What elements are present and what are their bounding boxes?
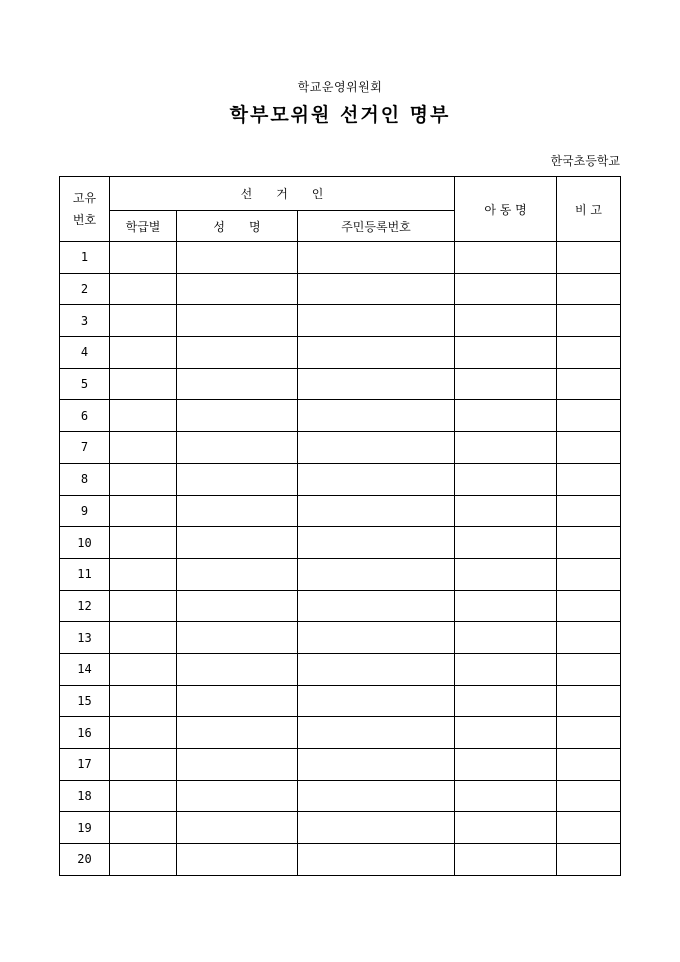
class-cell[interactable] [110, 622, 177, 654]
header-child-name: 아 동 명 [455, 177, 557, 242]
name-cell[interactable] [177, 622, 298, 654]
row-number: 10 [60, 527, 110, 559]
row-number: 16 [60, 717, 110, 749]
name-cell[interactable] [177, 337, 298, 369]
header-voter: 선 거 인 [110, 177, 455, 211]
row-number: 5 [60, 368, 110, 400]
child-name-cell[interactable] [455, 337, 557, 369]
note-cell[interactable] [557, 432, 621, 464]
class-cell[interactable] [110, 653, 177, 685]
note-cell[interactable] [557, 305, 621, 337]
row-number: 18 [60, 780, 110, 812]
row-number: 7 [60, 432, 110, 464]
name-cell[interactable] [177, 558, 298, 590]
rrn-cell[interactable] [298, 495, 455, 527]
rrn-cell[interactable] [298, 749, 455, 781]
child-name-cell[interactable] [455, 749, 557, 781]
rrn-cell[interactable] [298, 653, 455, 685]
note-cell[interactable] [557, 463, 621, 495]
child-name-cell[interactable] [455, 273, 557, 305]
child-name-cell[interactable] [455, 844, 557, 876]
child-name-cell[interactable] [455, 685, 557, 717]
child-name-cell[interactable] [455, 622, 557, 654]
row-number: 20 [60, 844, 110, 876]
name-cell[interactable] [177, 305, 298, 337]
note-cell[interactable] [557, 590, 621, 622]
table-row [60, 812, 621, 844]
name-cell[interactable] [177, 273, 298, 305]
form-title: 학부모위원 선거인 명부 [229, 104, 451, 126]
child-name-cell[interactable] [455, 495, 557, 527]
note-cell[interactable] [557, 368, 621, 400]
form-subtitle: 학교운영위원회 [297, 80, 383, 94]
class-cell[interactable] [110, 590, 177, 622]
child-name-cell[interactable] [455, 780, 557, 812]
class-cell[interactable] [110, 749, 177, 781]
name-cell[interactable] [177, 463, 298, 495]
name-cell[interactable] [177, 242, 298, 274]
child-name-cell[interactable] [455, 432, 557, 464]
child-name-cell[interactable] [455, 812, 557, 844]
child-name-cell[interactable] [455, 305, 557, 337]
header-note: 비 고 [557, 177, 621, 242]
note-cell[interactable] [557, 337, 621, 369]
rrn-cell[interactable] [298, 273, 455, 305]
class-cell[interactable] [110, 463, 177, 495]
table-row [60, 749, 621, 781]
child-name-cell[interactable] [455, 717, 557, 749]
row-number: 12 [60, 590, 110, 622]
name-cell[interactable] [177, 780, 298, 812]
name-cell[interactable] [177, 844, 298, 876]
row-number: 13 [60, 622, 110, 654]
table-row [60, 717, 621, 749]
note-cell[interactable] [557, 780, 621, 812]
table-row [60, 337, 621, 369]
child-name-cell[interactable] [455, 463, 557, 495]
note-cell[interactable] [557, 400, 621, 432]
row-number: 11 [60, 558, 110, 590]
rrn-cell[interactable] [298, 305, 455, 337]
row-number: 1 [60, 242, 110, 274]
child-name-cell[interactable] [455, 527, 557, 559]
child-name-cell[interactable] [455, 368, 557, 400]
voter-roster-table [59, 176, 621, 876]
rrn-cell[interactable] [298, 844, 455, 876]
note-cell[interactable] [557, 653, 621, 685]
note-cell[interactable] [557, 717, 621, 749]
rrn-cell[interactable] [298, 242, 455, 274]
rrn-cell[interactable] [298, 337, 455, 369]
school-name: 한국초등학교 [550, 154, 620, 168]
table-row [60, 432, 621, 464]
rrn-cell[interactable] [298, 558, 455, 590]
name-cell[interactable] [177, 717, 298, 749]
table-row [60, 305, 621, 337]
rrn-cell[interactable] [298, 812, 455, 844]
note-cell[interactable] [557, 622, 621, 654]
row-number: 15 [60, 685, 110, 717]
child-name-cell[interactable] [455, 558, 557, 590]
header-rrn: 주민등록번호 [298, 211, 455, 242]
rrn-cell[interactable] [298, 780, 455, 812]
row-number: 6 [60, 400, 110, 432]
note-cell[interactable] [557, 527, 621, 559]
table-row [60, 463, 621, 495]
class-cell[interactable] [110, 844, 177, 876]
name-cell[interactable] [177, 400, 298, 432]
class-cell[interactable] [110, 368, 177, 400]
table-row [60, 495, 621, 527]
rrn-cell[interactable] [298, 527, 455, 559]
note-cell[interactable] [557, 558, 621, 590]
note-cell[interactable] [557, 685, 621, 717]
child-name-cell[interactable] [455, 590, 557, 622]
table-row [60, 685, 621, 717]
class-cell[interactable] [110, 780, 177, 812]
table-row [60, 368, 621, 400]
table-row [60, 558, 621, 590]
header-id-line1: 고유 [72, 191, 97, 205]
header-id-line2: 번호 [72, 213, 97, 227]
table-row [60, 400, 621, 432]
note-cell[interactable] [557, 812, 621, 844]
class-cell[interactable] [110, 337, 177, 369]
rrn-cell[interactable] [298, 717, 455, 749]
row-number: 3 [60, 305, 110, 337]
table-row [60, 242, 621, 274]
header-id-number [60, 177, 110, 242]
name-cell[interactable] [177, 527, 298, 559]
row-number: 17 [60, 749, 110, 781]
name-cell[interactable] [177, 812, 298, 844]
row-number: 9 [60, 495, 110, 527]
class-cell[interactable] [110, 527, 177, 559]
name-cell[interactable] [177, 368, 298, 400]
name-cell[interactable] [177, 685, 298, 717]
table-row [60, 844, 621, 876]
class-cell[interactable] [110, 432, 177, 464]
rrn-cell[interactable] [298, 685, 455, 717]
note-cell[interactable] [557, 242, 621, 274]
table-row [60, 590, 621, 622]
row-number: 4 [60, 337, 110, 369]
rrn-cell[interactable] [298, 400, 455, 432]
note-cell[interactable] [557, 495, 621, 527]
table-row [60, 527, 621, 559]
name-cell[interactable] [177, 495, 298, 527]
note-cell[interactable] [557, 273, 621, 305]
name-cell[interactable] [177, 432, 298, 464]
class-cell[interactable] [110, 242, 177, 274]
class-cell[interactable] [110, 685, 177, 717]
roster-body [60, 242, 621, 876]
rrn-cell[interactable] [298, 463, 455, 495]
row-number: 8 [60, 463, 110, 495]
class-cell[interactable] [110, 273, 177, 305]
rrn-cell[interactable] [298, 368, 455, 400]
row-number: 19 [60, 812, 110, 844]
class-cell[interactable] [110, 305, 177, 337]
rrn-cell[interactable] [298, 432, 455, 464]
table-row [60, 273, 621, 305]
rrn-cell[interactable] [298, 622, 455, 654]
child-name-cell[interactable] [455, 653, 557, 685]
header-row-top [60, 177, 621, 211]
table-row [60, 622, 621, 654]
name-cell[interactable] [177, 590, 298, 622]
note-cell[interactable] [557, 844, 621, 876]
child-name-cell[interactable] [455, 400, 557, 432]
class-cell[interactable] [110, 400, 177, 432]
table-row [60, 653, 621, 685]
header-name: 성 명 [177, 211, 298, 242]
class-cell[interactable] [110, 717, 177, 749]
name-cell[interactable] [177, 653, 298, 685]
class-cell[interactable] [110, 495, 177, 527]
header-class: 학급별 [110, 211, 177, 242]
rrn-cell[interactable] [298, 590, 455, 622]
table-row [60, 780, 621, 812]
class-cell[interactable] [110, 812, 177, 844]
note-cell[interactable] [557, 749, 621, 781]
class-cell[interactable] [110, 558, 177, 590]
name-cell[interactable] [177, 749, 298, 781]
child-name-cell[interactable] [455, 242, 557, 274]
row-number: 2 [60, 273, 110, 305]
row-number: 14 [60, 653, 110, 685]
